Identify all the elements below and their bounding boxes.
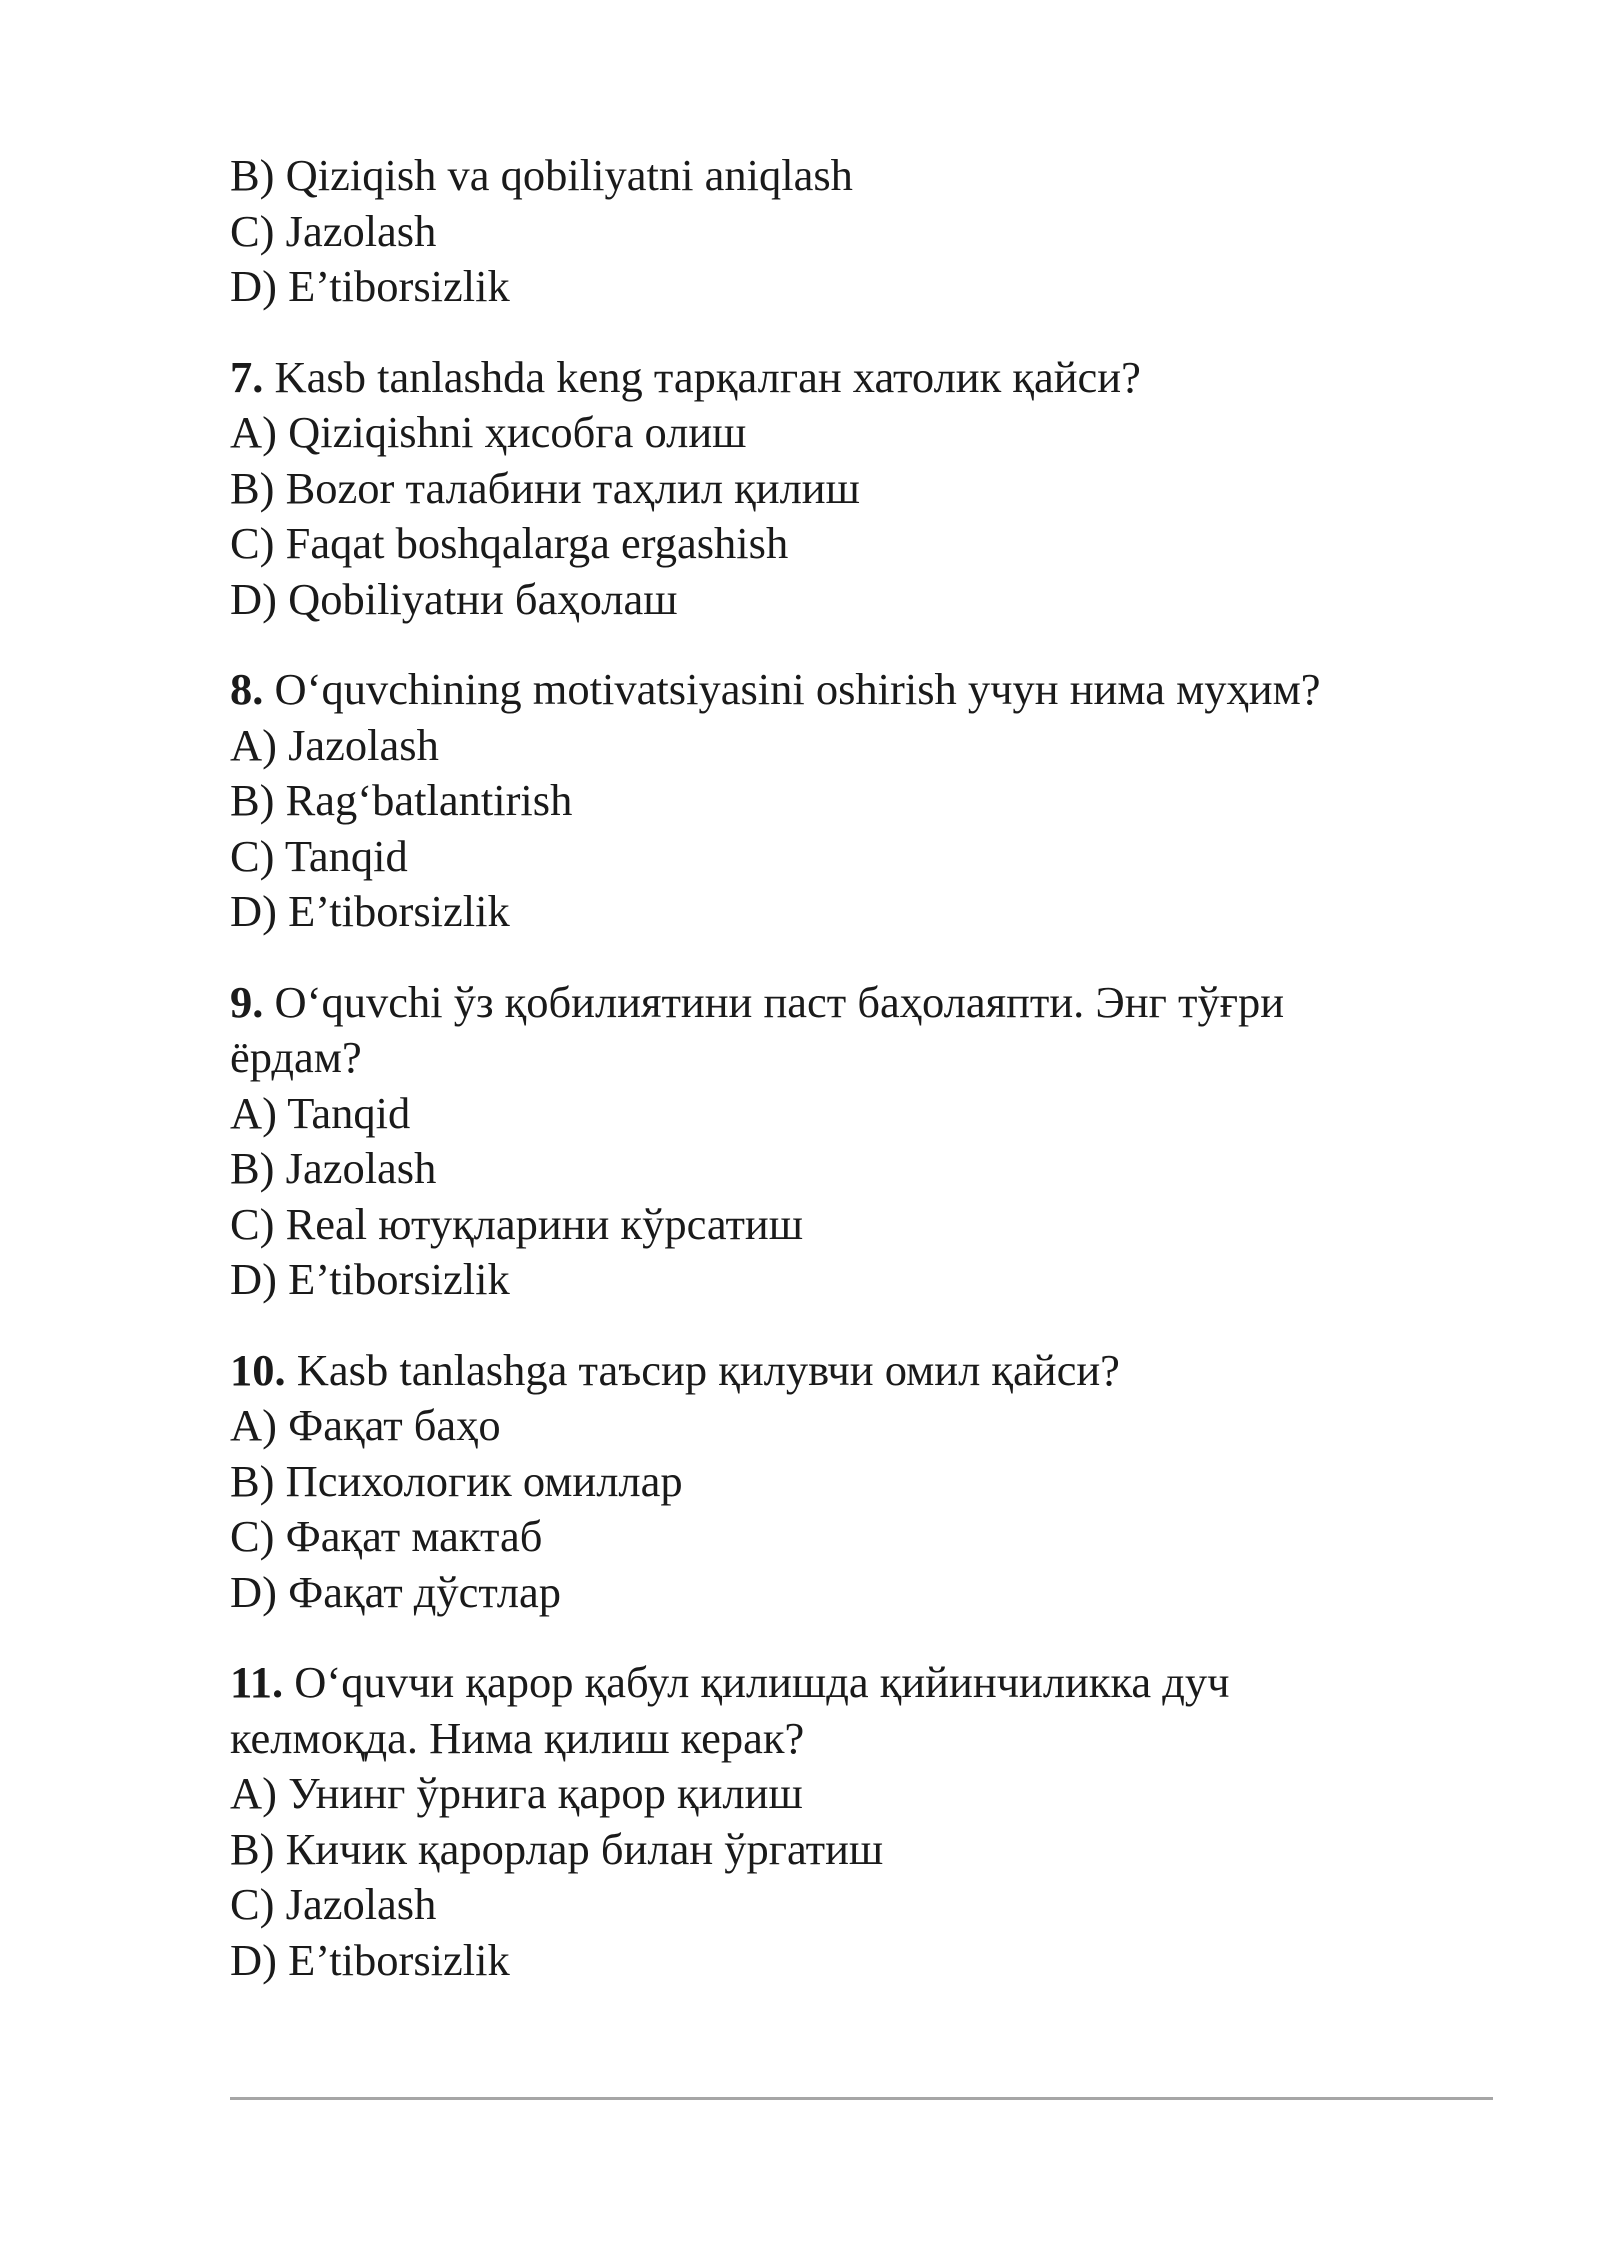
option-a: A) Jazolash [230,719,439,770]
question-body: O‘quvchi ўз қобилиятини паст баҳолаяпти. Энг тўғри ёрдам? [230,976,1285,1082]
question-text [230,350,1460,406]
question-number: 11. [230,1657,284,1707]
option-c: C) Tanqid [230,830,408,881]
footer-divider [230,2097,1493,2100]
option-b: B) Qiziqish va qobiliyatni aniqlash [230,150,853,200]
option-d: D) Qobiliyatни баҳолаш [230,573,678,624]
option-b: B) Психологик омиллар [230,1455,683,1506]
option-d: D) E’tiborsizlik [230,1934,510,1985]
option-a: A) Унинг ўрнига қарор қилиш [230,1768,803,1818]
option-b: B) Кичик қарорлар билан ўргатиш [230,1823,884,1874]
option-c: C) Jazolash [230,1879,437,1929]
option-b: B) Rag‘batlantirish [230,775,573,825]
question-9 [230,975,1500,1308]
question-11 [230,1655,1500,1988]
question-number: 8. [230,664,264,714]
question-number: 7. [230,351,264,402]
question-text [230,1655,1350,1766]
option-a: A) Tanqid [230,1087,411,1138]
question-text [230,975,1410,1086]
question-8 [230,662,1500,940]
question-10 [230,1343,1500,1621]
option-a: A) Фақат баҳо [230,1400,501,1450]
option-d: D) E’tiborsizlik [230,1254,510,1304]
option-a: A) Qiziqishni ҳисобга олиш [230,407,747,457]
option-b: B) Bozor талабини таҳлил қилиш [230,462,860,513]
document-page [230,148,1500,1988]
option-c: C) Faqat boshqalarga ergashish [230,518,789,568]
question-body: Kasb tanlashda keng тарқалган хатолик қайси? [274,351,1141,402]
option-d: D) E’tiborsizlik [230,261,510,311]
option-d: D) Фақат дўстлар [230,1566,561,1617]
question-body: O‘quvchining motivatsiyasini oshirish учун нима муҳим? [274,664,1321,714]
question-body: Kasb tanlashga таъсир қилувчи омил қайси? [296,1344,1120,1395]
question-6-continuation [230,148,1500,315]
option-c: C) Фақат мактаб [230,1511,543,1561]
question-body: O‘quvчи қарор қабул қилишда қийинчиликка дуч келмоқда. Нима қилиш керак? [230,1657,1230,1763]
question-text [230,662,1460,718]
question-number: 9. [230,976,264,1027]
question-7 [230,350,1500,628]
option-c: C) Real ютуқларини кўрсатиш [230,1198,804,1249]
option-b: B) Jazolash [230,1143,437,1193]
option-c: C) Jazolash [230,205,437,256]
question-text [230,1343,1460,1399]
question-number: 10. [230,1344,286,1395]
option-d: D) E’tiborsizlik [230,886,510,936]
